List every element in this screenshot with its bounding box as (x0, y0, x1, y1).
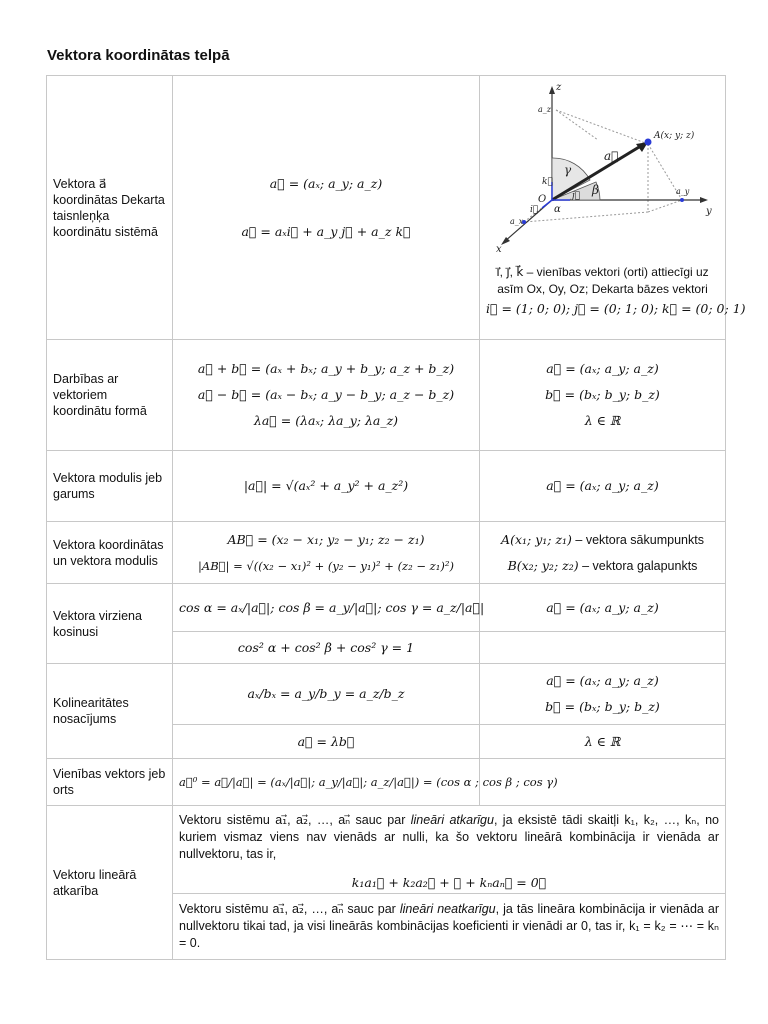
formula: a⃗ = (aₓ; a_y; a_z) (546, 478, 659, 493)
independence-definition (179, 897, 719, 956)
formula: a⃗ = λb⃗ (297, 733, 355, 749)
end-point-line (486, 553, 719, 579)
text: , ja tās lineāra kombinācija ir vienāda ar nullvektoru tikai tad, ja visi lineārās kombinācijas koeficienti ir vienādi ar 0, tas ir, k₁ = k₂ = ⋯ = kₙ = 0. (179, 902, 719, 950)
formula-cell (173, 632, 480, 664)
formula-cell (173, 76, 480, 340)
formula-cell (173, 522, 480, 584)
formula: a⃗ − b⃗ = (aₓ − bₓ; a_y − b_y; a_z − b_z) (197, 387, 455, 402)
formula-cell (173, 664, 480, 725)
definition-cell (480, 340, 726, 451)
figure-cell (480, 76, 746, 340)
formula-cell (173, 340, 480, 451)
row-coordinates (47, 76, 726, 340)
formula: b⃗ = (bₓ; b_y; b_z) (545, 387, 660, 402)
axis-x-label: x (496, 244, 502, 255)
dependence-definition (179, 808, 719, 867)
beta-label: β (592, 183, 599, 197)
definition-cell (480, 451, 726, 522)
formula: a⃗ = (aₓ; a_y; a_z) (546, 599, 659, 615)
formula: aₓ/bₓ = a_y/b_y = a_z/b_z (247, 686, 405, 701)
axis-y-label: y (706, 206, 712, 217)
formula: λ ∈ ℝ (584, 413, 621, 428)
coordinate-axes-figure (486, 82, 720, 262)
row-operations (47, 340, 726, 451)
ax-label: a_x (510, 217, 524, 226)
description: – vektora sākumpunkts (571, 532, 704, 547)
axis-z-label: z (556, 82, 562, 93)
row-label: Vektoru lineārā atkarība (47, 806, 173, 960)
emphasis: lineāri atkarīgu (410, 812, 494, 827)
az-label: a_z (538, 105, 551, 114)
formula: a⃗ = (aₓ; a_y; a_z) (269, 175, 383, 191)
formula: A(x₁; y₁; z₁) (501, 531, 572, 547)
emphasis: lineāri neatkarīgu (399, 902, 496, 916)
row-label: Vektora koordinātas un vektora modulis (47, 522, 173, 584)
formula: a⃗ = aₓi⃗ + a_y j⃗ + a_z k⃗ (241, 223, 411, 239)
text: Vektoru sistēmu a₁⃗, a₂⃗, …, aₙ⃗ sauc par (179, 902, 400, 916)
definition-cell (480, 664, 726, 725)
alpha-label: α (554, 204, 561, 215)
row-label: Vektora virziena kosinusi (47, 584, 173, 664)
formula: AB⃗ = (x₂ − x₁; y₂ − y₁; z₂ − z₁) (227, 531, 425, 547)
gamma-label: γ (564, 163, 572, 177)
formula-cell (173, 451, 480, 522)
description: – vektora galapunkts (578, 558, 698, 573)
formula: k₁a₁⃗ + k₂a₂⃗ + ⋯ + kₙaₙ⃗ = 0⃗ (351, 874, 547, 890)
row-label: Vektora modulis jeb garums (47, 451, 173, 522)
formula: λa⃗ = (λaₓ; λa_y; λa_z) (253, 413, 399, 428)
row-collinearity (47, 664, 726, 725)
row-label: Vienības vektors jeb orts (47, 759, 173, 806)
row-label: Vektora a⃗ koordinātas Dekarta taisnleņķa koordinātu sistēmā (47, 76, 173, 340)
formula: b⃗ = (bₓ; b_y; b_z) (545, 699, 660, 714)
point-a-label: A(x; y; z) (654, 131, 695, 141)
formula-table (46, 75, 746, 960)
row-coordinates-modulus (47, 522, 726, 584)
text: , ja eksistē tādi skaitļi k₁, k₂, …, kₙ, no kuriem vismaz viens nav vienāds ar nulli, ka šo vektoru lineārā kombinācija ir vienāda ar nullvektoru, tas ir, (179, 812, 719, 861)
figure-caption: i⃗, j⃗, k⃗ – vienības vektori (orti) attiecīgi uz asīm Ox, Oy, Oz; Dekarta bāzes vektori (496, 265, 709, 296)
text: Vektoru sistēmu a₁⃗, a₂⃗, …, aₙ⃗ sauc par (179, 812, 411, 827)
formula: a⃗ = (aₓ; a_y; a_z) (546, 361, 659, 376)
formula-cell (173, 759, 558, 806)
row-unit-vector (47, 759, 726, 806)
definition-cell (173, 894, 726, 960)
formula: a⃗⁰ = a⃗/|a⃗| = (aₓ/|a⃗|; a_y/|a⃗|; a_z/|a⃗|) = (cos α ; cos β ; cos γ) (179, 775, 558, 789)
formula-cell (173, 584, 485, 632)
definition-cell (173, 806, 726, 894)
row-label: Kolinearitātes nosacījums (47, 664, 173, 759)
row-modulus (47, 451, 726, 522)
k-label: k⃗ (542, 177, 553, 187)
basis-vectors: i⃗ = (1; 0; 0); j⃗ = (0; 1; 0); k⃗ = (0; 0; 1) (486, 301, 746, 316)
start-point-line (486, 527, 719, 553)
j-label: j⃗ (572, 191, 581, 201)
page-title: Vektora koordinātas telpā (47, 47, 230, 64)
empty-cell (480, 632, 726, 664)
formula-cell (173, 725, 480, 759)
definition-cell (480, 584, 726, 632)
formula: |AB⃗| = √((x₂ − x₁)² + (y₂ − y₁)² + (z₂ − z₁)²) (198, 558, 454, 573)
formula: λ ∈ ℝ (584, 733, 621, 749)
formula: cos² α + cos² β + cos² γ = 1 (237, 639, 415, 655)
row-linear-dependence (47, 806, 726, 894)
formula: cos α = aₓ/|a⃗|; cos β = a_y/|a⃗|; cos γ = a_z/|a⃗| (179, 599, 485, 615)
formula: a⃗ = (aₓ; a_y; a_z) (546, 673, 659, 688)
ay-label: a_y (676, 187, 690, 196)
formula: a⃗ + b⃗ = (aₓ + bₓ; a_y + b_y; a_z + b_z) (197, 361, 455, 376)
definition-cell (480, 725, 726, 759)
formula: B(x₂; y₂; z₂) (507, 557, 579, 573)
row-label: Darbības ar vektoriem koordinātu formā (47, 340, 173, 451)
row-direction-cosines (47, 584, 726, 632)
origin-label: O (538, 194, 547, 205)
vector-a-label: a⃗ (604, 149, 619, 163)
formula: |a⃗| = √(aₓ² + a_y² + a_z²) (243, 478, 409, 493)
definition-cell (480, 522, 726, 584)
i-label: i⃗ (530, 205, 539, 215)
